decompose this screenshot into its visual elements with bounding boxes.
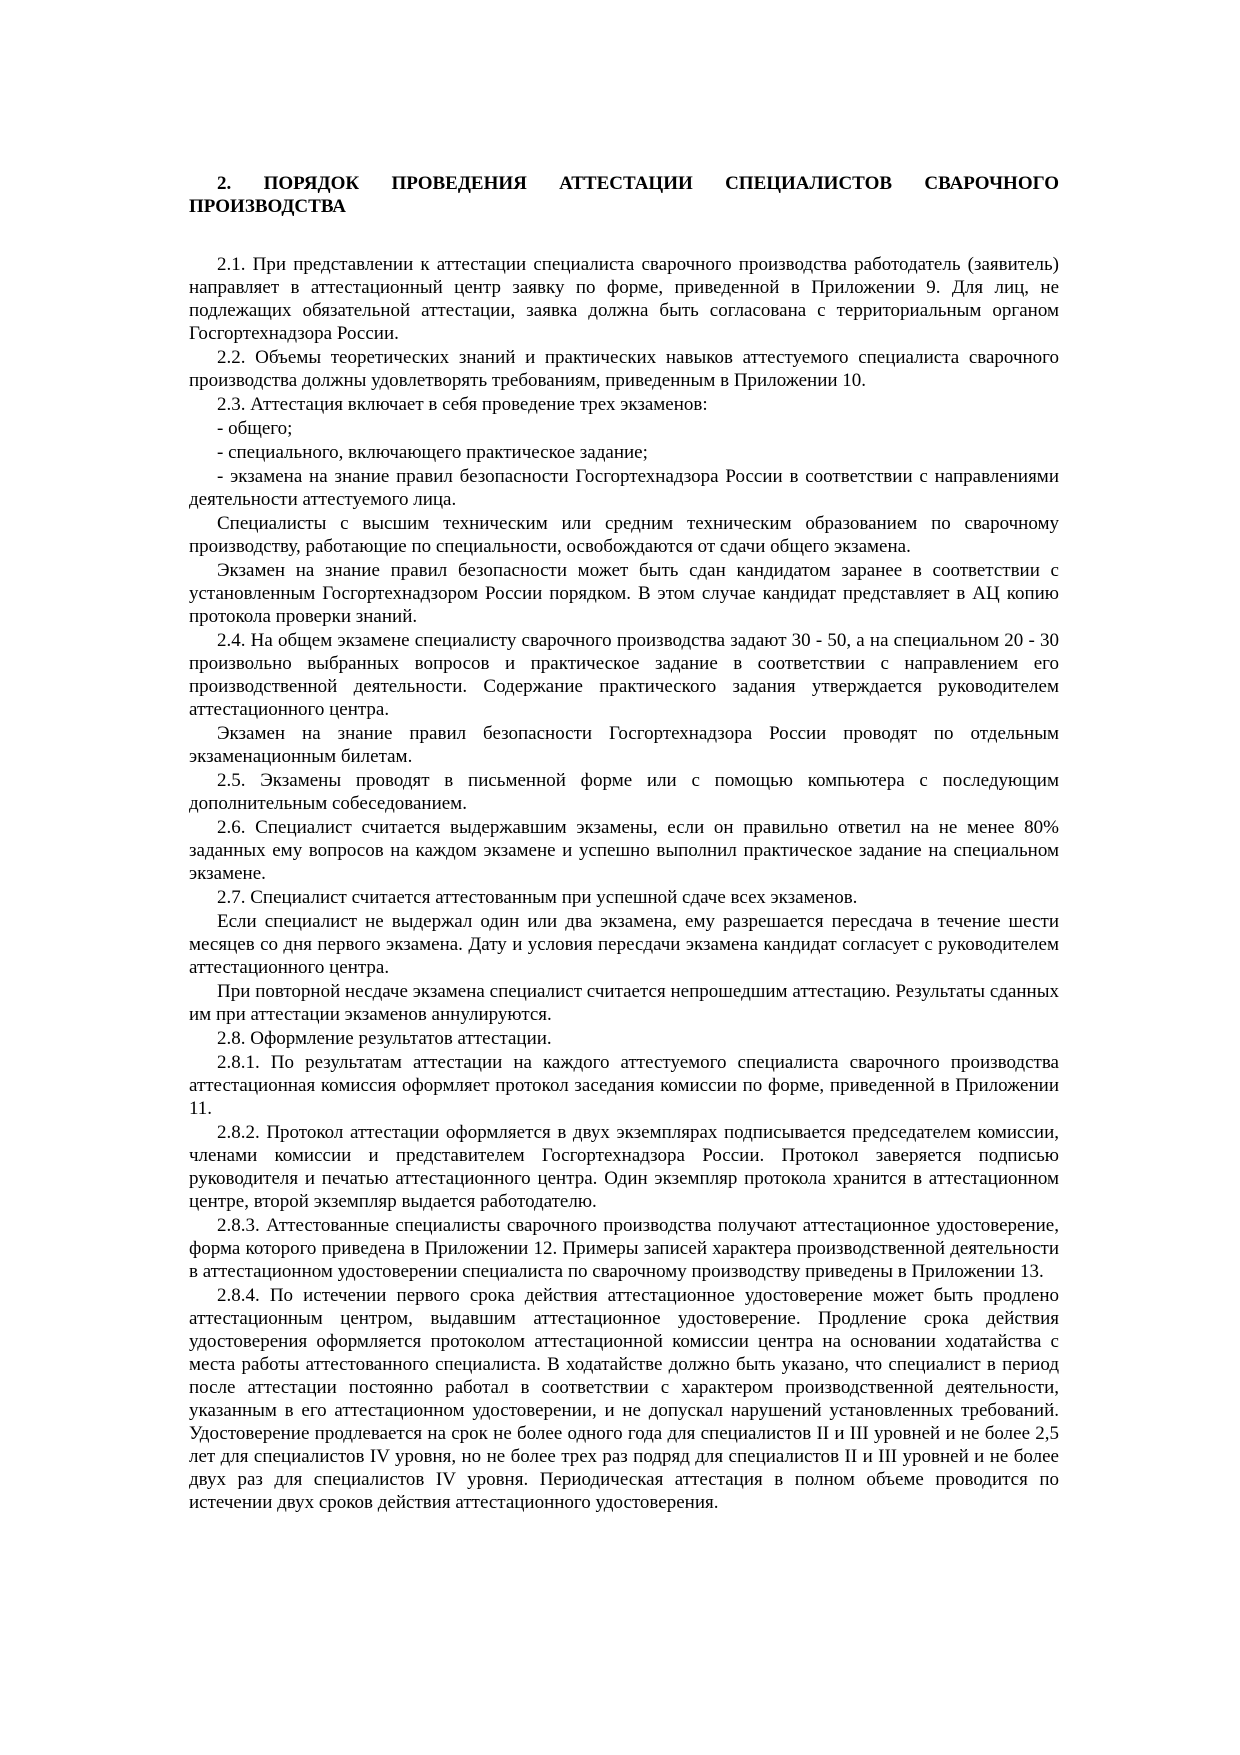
paragraph-2-8: 2.8. Оформление результатов аттестации. xyxy=(217,1028,552,1049)
list-item-general-exam: - общего; xyxy=(217,418,293,439)
paragraph-safety-exam-advance: Экзамен на знание правил безопасности может быть сдан кандидатом заранее в соответствии с установленным Госгортехнадзором России порядком. В этом случае кандидат представляет в АЦ копию протокола проверки знаний. xyxy=(189,560,1059,627)
section-body xyxy=(189,253,1059,1514)
paragraph-2-1: 2.1. При представлении к аттестации специалиста сварочного производства работодатель (заявитель) направляет в аттестационный центр заявку по форме, приведенной в Приложении 9. Для лиц, не подлежащих обязательной аттестации, заявка должна быть согласована с территориальным органом Госгортехнадзора России. xyxy=(189,254,1059,344)
paragraph-retake: Если специалист не выдержал один или два экзамена, ему разрешается пересдача в течение шести месяцев со дня первого экзамена. Дату и условия пересдачи экзамена кандидат согласует с руководителем аттестационного центра. xyxy=(189,911,1059,978)
paragraph-2-7: 2.7. Специалист считается аттестованным при успешной сдаче всех экзаменов. xyxy=(217,887,858,908)
paragraph-2-8-1: 2.8.1. По результатам аттестации на каждого аттестуемого специалиста сварочного производства аттестационная комиссия оформляет протокол заседания комиссии по форме, приведенной в Приложении 11. xyxy=(189,1052,1059,1119)
paragraph-2-3: 2.3. Аттестация включает в себя проведение трех экзаменов: xyxy=(217,394,708,415)
document-page xyxy=(189,172,1059,1515)
list-item-safety-exam: - экзамена на знание правил безопасности Госгортехнадзора России в соответствии с направлениями деятельности аттестуемого лица. xyxy=(189,466,1059,510)
paragraph-exemption: Специалисты с высшим техническим или средним техническим образованием по сварочному производству, работающие по специальности, освобождаются от сдачи общего экзамена. xyxy=(189,513,1059,557)
paragraph-2-4: 2.4. На общем экзамене специалисту сварочного производства задают 30 - 50, а на специальном 20 - 30 произвольно выбранных вопросов и практическое задание в соответствии с направлением его производственной деятельности. Содержание практического задания утверждается руководителем аттестационного центра. xyxy=(189,630,1059,720)
paragraph-2-5: 2.5. Экзамены проводят в письменной форме или с помощью компьютера с последующим дополнительным собеседованием. xyxy=(189,770,1059,814)
paragraph-2-6: 2.6. Специалист считается выдержавшим экзамены, если он правильно ответил на не менее 80% заданных ему вопросов на каждом экзамене и успешно выполнил практическое задание на специальном экзамене. xyxy=(189,817,1059,884)
paragraph-repeated-fail: При повторной несдаче экзамена специалист считается непрошедшим аттестацию. Результаты сданных им при аттестации экзаменов аннулируются. xyxy=(189,981,1059,1025)
paragraph-2-8-4: 2.8.4. По истечении первого срока действия аттестационное удостоверение может быть продлено аттестационным центром, выдавшим аттестационное удостоверение. Продление срока действия удостоверения оформляется протоколом аттестационной комиссии центра на основании ходатайства с места работы аттестованного специалиста. В ходатайстве должно быть указано, что специалист в период после аттестации постоянно работал в соответствии с характером производственной деятельности, указанным в его аттестационном удостоверении, и не допускал нарушений установленных требований. Удостоверение продлевается на срок не более одного года для специалистов II и III уровней и не более 2,5 лет для специалистов IV уровня, но не более трех раз подряд для специалистов II и III уровней и не более двух раз для специалистов IV уровня. Периодическая аттестация в полном объеме проводится по истечении двух сроков действия аттестационного удостоверения. xyxy=(189,1285,1059,1513)
section-heading: 2. ПОРЯДОК ПРОВЕДЕНИЯ АТТЕСТАЦИИ СПЕЦИАЛИСТОВ СВАРОЧНОГО ПРОИЗВОДСТВА xyxy=(189,173,1059,217)
paragraph-2-8-2: 2.8.2. Протокол аттестации оформляется в двух экземплярах подписывается председателем комиссии, членами комиссии и представителем Госгортехнадзора России. Протокол заверяется подписью руководителя и печатью аттестационного центра. Один экземпляр протокола хранится в аттестационном центре, второй экземпляр выдается работодателю. xyxy=(189,1122,1059,1212)
paragraph-2-2: 2.2. Объемы теоретических знаний и практических навыков аттестуемого специалиста сварочного производства должны удовлетворять требованиям, приведенным в Приложении 10. xyxy=(189,347,1059,391)
list-item-special-exam: - специального, включающего практическое задание; xyxy=(217,442,648,463)
paragraph-safety-tickets: Экзамен на знание правил безопасности Госгортехнадзора России проводят по отдельным экзаменационным билетам. xyxy=(189,723,1059,767)
paragraph-2-8-3: 2.8.3. Аттестованные специалисты сварочного производства получают аттестационное удостоверение, форма которого приведена в Приложении 12. Примеры записей характера производственной деятельности в аттестационном удостоверении специалиста по сварочному производству приведены в Приложении 13. xyxy=(189,1215,1059,1282)
